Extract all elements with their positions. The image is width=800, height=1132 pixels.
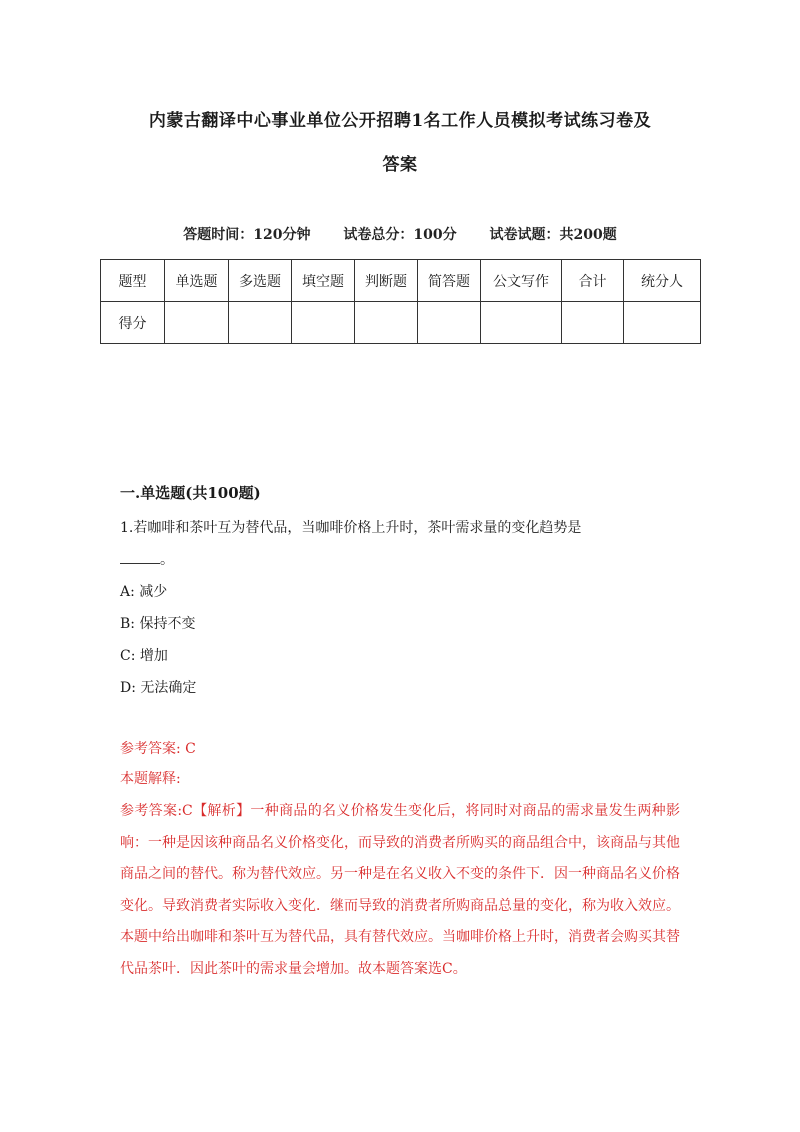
section-heading: 一.单选题(共100题) xyxy=(120,484,261,502)
answer-blank xyxy=(120,549,160,564)
score-table xyxy=(100,259,701,344)
score-table-header-cell: 简答题 xyxy=(418,260,481,302)
score-cell xyxy=(562,302,624,344)
exam-total-score: 试卷总分：100分 xyxy=(343,227,457,243)
score-cell xyxy=(481,302,562,344)
exam-question-count: 试卷试题：共200题 xyxy=(489,227,617,243)
exam-meta xyxy=(100,224,700,244)
score-row-label: 得分 xyxy=(101,302,165,344)
document-title: 内蒙古翻译中心事业单位公开招聘1名工作人员模拟考试练习卷及 xyxy=(148,111,652,131)
score-table-header-cell: 判断题 xyxy=(355,260,418,302)
option-b: B: 保持不变 xyxy=(120,616,196,632)
option-a: A: 减少 xyxy=(120,584,168,600)
explanation-label: 本题解释: xyxy=(120,771,181,787)
score-cell xyxy=(355,302,418,344)
explanation-text: 参考答案:C【解析】一种商品的名义价格发生变化后，将同时对商品的需求量发生两种影响：一种是因该种商品名义价格变化，而导致的消费者所购买的商品组合中，该商品与其他商品之间的替代。称为替代效应。另一种是在名义收入不变的条件下．因一种商品名义价格变化。导致消费者实际收入变化．继而导致的消费者所购商品总量的变化，称为收入效应。本题中给出咖啡和茶叶互为替代品，具有替代效应。当咖啡价格上升时，消费者会购买其替代品茶叶．因此茶叶的需求量会增加。故本题答案选C。 xyxy=(120,803,680,977)
score-table-header-cell: 填空题 xyxy=(292,260,355,302)
reference-answer: 参考答案: C xyxy=(120,741,196,757)
score-table-score-row xyxy=(101,302,701,344)
question-stem xyxy=(120,512,680,576)
question-text: 1.若咖啡和茶叶互为替代品，当咖啡价格上升时，茶叶需求量的变化趋势是 xyxy=(120,520,582,536)
score-cell xyxy=(292,302,355,344)
exam-time: 答题时间：120分钟 xyxy=(183,227,311,243)
option-c: C: 增加 xyxy=(120,648,168,664)
score-table-header-row xyxy=(101,260,701,302)
option-d: D: 无法确定 xyxy=(120,680,197,696)
document-title-continued: 答案 xyxy=(382,155,418,175)
score-table-header-cell: 单选题 xyxy=(165,260,229,302)
score-table-header-cell: 多选题 xyxy=(229,260,292,302)
score-table-header-cell: 统分人 xyxy=(624,260,701,302)
score-table-header-cell: 合计 xyxy=(562,260,624,302)
score-cell xyxy=(229,302,292,344)
question-stem-end: 。 xyxy=(160,552,174,568)
score-cell xyxy=(418,302,481,344)
score-cell xyxy=(165,302,229,344)
score-table-header-cell: 公文写作 xyxy=(481,260,562,302)
score-table-header-cell: 题型 xyxy=(101,260,165,302)
score-cell xyxy=(624,302,701,344)
